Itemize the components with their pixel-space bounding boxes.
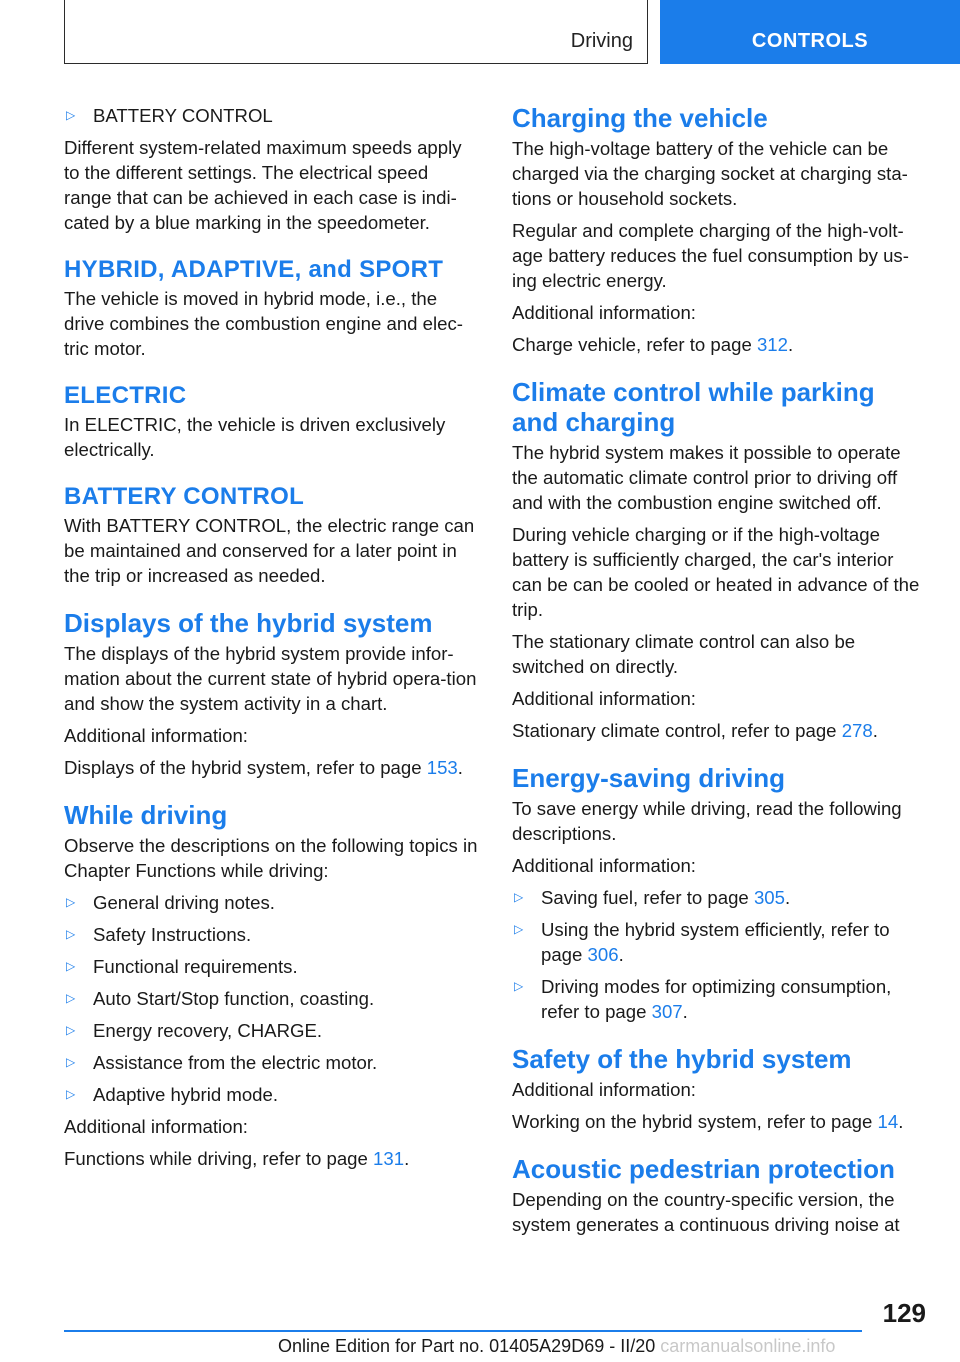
- list-item: ▷ Adaptive hybrid mode.: [66, 1084, 279, 1105]
- triangle-bullet-icon: ▷: [66, 108, 76, 122]
- paragraph: The hybrid system makes it possible to operate the automatic climate control prior to driving off and with the combustion engine switched off.: [512, 442, 901, 513]
- page-link[interactable]: 278: [841, 720, 873, 741]
- paragraph: Additional information:: [512, 302, 696, 323]
- subheading-electric: ELECTRIC: [64, 382, 187, 409]
- reference-line: Displays of the hybrid system, refer to page 153.: [64, 757, 463, 778]
- page-link[interactable]: 153: [426, 757, 458, 778]
- list-item: ▷ General driving notes.: [66, 892, 275, 913]
- heading-displays: Displays of the hybrid system: [64, 608, 433, 638]
- paragraph: Additional information:: [64, 1116, 248, 1137]
- triangle-bullet-icon: ▷: [66, 959, 76, 973]
- triangle-bullet-icon: ▷: [514, 890, 524, 904]
- paragraph: In ELECTRIC, the vehicle is driven exclusively electrically.: [64, 414, 446, 460]
- subheading-battery-control: BATTERY CONTROL: [64, 483, 305, 510]
- paragraph: The displays of the hybrid system provide infor-mation about the current state of hybrid opera-tion and show the system activity in a chart.: [64, 643, 477, 714]
- paragraph: During vehicle charging or if the high-voltage battery is sufficiently charged, the car's interior can be can be cooled or heated in advance of the trip.: [512, 524, 920, 620]
- paragraph: To save energy while driving, read the following descriptions.: [512, 798, 902, 844]
- paragraph: Additional information:: [512, 1079, 696, 1100]
- list-item: ▷ Saving fuel, refer to page 305.: [514, 887, 791, 908]
- paragraph: The vehicle is moved in hybrid mode, i.e., the drive combines the combustion engine and elec-tric motor.: [64, 288, 463, 359]
- reference-line: Working on the hybrid system, refer to page 14.: [512, 1111, 904, 1132]
- paragraph: Additional information:: [512, 688, 696, 709]
- left-column: [64, 103, 480, 1178]
- subheading-hybrid: HYBRID, ADAPTIVE, and SPORT: [64, 256, 444, 283]
- paragraph: With BATTERY CONTROL, the electric range can be maintained and conserved for a later point in the trip or increased as needed.: [64, 515, 475, 586]
- reference-line: Stationary climate control, refer to page 278.: [512, 720, 878, 741]
- list-item: ▷ Using the hybrid system efficiently, refer to page 306.: [514, 919, 890, 965]
- header-chapter-title: CONTROLS: [751, 30, 869, 52]
- reference-line: Charge vehicle, refer to page 312.: [512, 334, 794, 355]
- list-item: ▷ Energy recovery, CHARGE.: [66, 1020, 323, 1041]
- heading-climate: Climate control while parking and charging: [512, 377, 875, 437]
- header-chapter-tab: [660, 0, 960, 64]
- heading-while-driving: While driving: [64, 800, 228, 830]
- list-item: ▷ Assistance from the electric motor.: [66, 1052, 378, 1073]
- heading-safety: Safety of the hybrid system: [512, 1044, 852, 1074]
- reference-line: Functions while driving, refer to page 131.: [64, 1148, 410, 1169]
- paragraph: Observe the descriptions on the following topics in Chapter Functions while driving:: [64, 835, 478, 881]
- page-link[interactable]: 306: [587, 944, 619, 965]
- watermark: carmanualsonline.info: [660, 1336, 836, 1356]
- page-link[interactable]: 131: [373, 1148, 405, 1169]
- header-section-title: Driving: [570, 30, 633, 52]
- heading-energy-saving: Energy-saving driving: [512, 763, 786, 793]
- page-link[interactable]: 305: [753, 887, 785, 908]
- triangle-bullet-icon: ▷: [66, 1023, 76, 1037]
- triangle-bullet-icon: ▷: [66, 1087, 76, 1101]
- page-number: 129: [882, 1298, 926, 1328]
- triangle-bullet-icon: ▷: [514, 979, 524, 993]
- paragraph: Additional information:: [64, 725, 248, 746]
- bullet-item: ▷ BATTERY CONTROL: [66, 105, 273, 126]
- paragraph: Different system-related maximum speeds apply to the different settings. The electrical speed range that can be achieved in each case is indi-cated by a blue marking in the speedometer.: [64, 137, 462, 233]
- triangle-bullet-icon: ▷: [66, 1055, 76, 1069]
- footer-edition: Online Edition for Part no. 01405A29D69 - II/20 carmanualsonline.info: [278, 1336, 836, 1356]
- heading-acoustic: Acoustic pedestrian protection: [512, 1154, 895, 1184]
- page-link[interactable]: 312: [756, 334, 788, 355]
- header-section-box: [64, 0, 648, 64]
- triangle-bullet-icon: ▷: [66, 895, 76, 909]
- list-item: ▷ Functional requirements.: [66, 956, 298, 977]
- paragraph: Additional information:: [512, 855, 696, 876]
- list-item: ▷ Safety Instructions.: [66, 924, 252, 945]
- page-link[interactable]: 307: [651, 1001, 683, 1022]
- heading-charging: Charging the vehicle: [512, 103, 768, 133]
- list-item: ▷ Auto Start/Stop function, coasting.: [66, 988, 375, 1009]
- triangle-bullet-icon: ▷: [66, 927, 76, 941]
- list-item: ▷ Driving modes for optimizing consumption, refer to page 307.: [514, 976, 892, 1022]
- page-link[interactable]: 14: [877, 1111, 899, 1132]
- paragraph: Depending on the country-specific version, the system generates a continuous driving noise at: [512, 1189, 900, 1235]
- footer-divider: [64, 1330, 862, 1332]
- paragraph: The stationary climate control can also be switched on directly.: [512, 631, 856, 677]
- paragraph: Regular and complete charging of the high-volt-age battery reduces the fuel consumption by us-ing electric energy.: [512, 220, 909, 291]
- paragraph: The high-voltage battery of the vehicle can be charged via the charging socket at charging sta-tions or household sockets.: [512, 138, 908, 209]
- triangle-bullet-icon: ▷: [66, 991, 76, 1005]
- triangle-bullet-icon: ▷: [514, 922, 524, 936]
- right-column: [512, 103, 926, 1244]
